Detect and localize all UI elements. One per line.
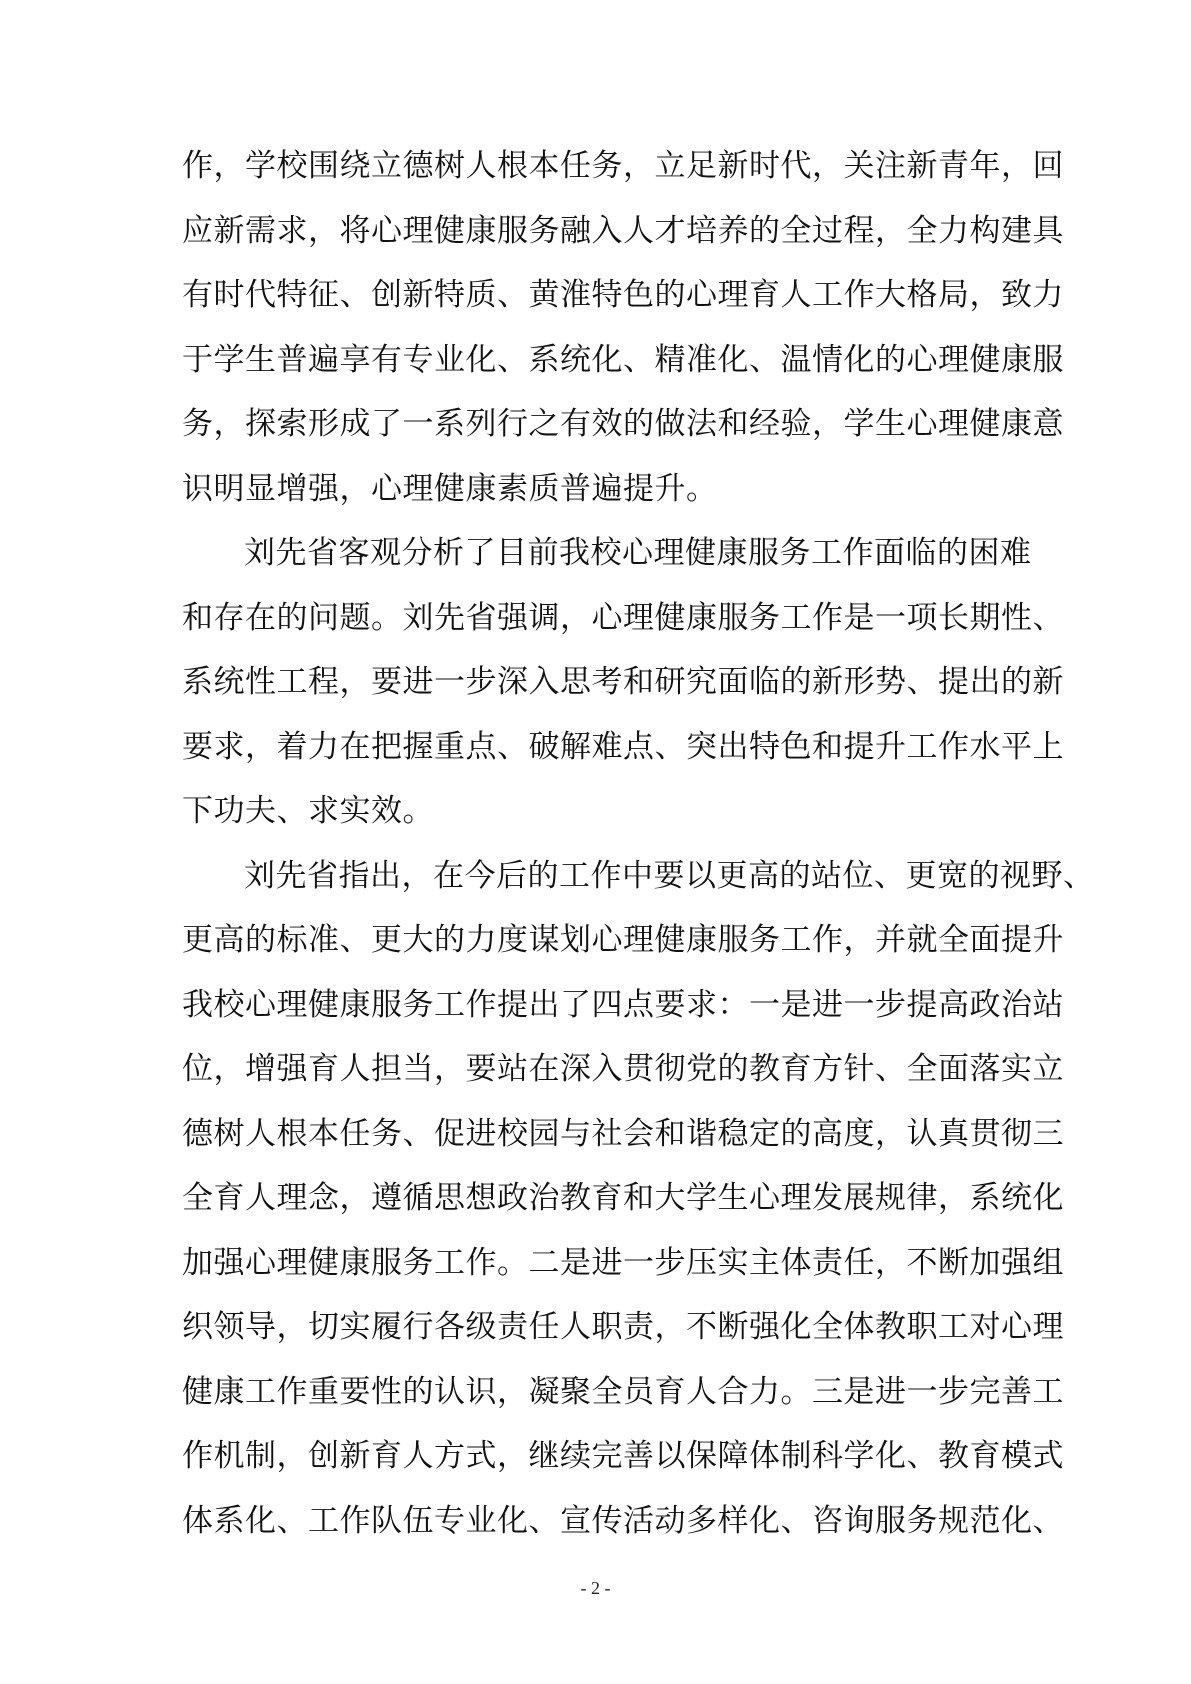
text-line: 于学生普遍享有专业化、系统化、精准化、温情化的心理健康服 <box>182 341 1064 378</box>
text-line: 务，探索形成了一系列行之有效的做法和经验，学生心理健康意 <box>182 406 1064 442</box>
text-line: 织领导，切实履行各级责任人职责，不断强化全体教职工对心理 <box>182 1309 1064 1345</box>
text-line: 作机制，创新育人方式，继续完善以保障体制科学化、教育模式 <box>182 1438 1064 1474</box>
text-line: 识明显增强，心理健康素质普遍提升。 <box>182 470 718 507</box>
text-line: 全育人理念，遵循思想政治教育和大学生心理发展规律，系统化 <box>182 1180 1064 1216</box>
text-line: 系统性工程，要进一步深入思考和研究面临的新形势、提出的新 <box>182 664 1064 700</box>
text-line: 德树人根本任务、促进校园与社会和谐稳定的高度，认真贯彻三 <box>182 1115 1064 1152</box>
text-line: 作，学校围绕立德树人根本任务，立足新时代，关注新青年，回 <box>182 148 1064 184</box>
text-line: 我校心理健康服务工作提出了四点要求：一是进一步提高政治站 <box>182 986 1064 1023</box>
text-line: 下功夫、求实效。 <box>182 793 434 829</box>
text-line: 更高的标准、更大的力度谋划心理健康服务工作，并就全面提升 <box>182 922 1064 958</box>
page-number: - 2 - <box>580 1578 611 1598</box>
text-line: 有时代特征、创新特质、黄淮特色的心理育人工作大格局，致力 <box>182 277 1064 313</box>
text-line: 健康工作重要性的认识，凝聚全员育人合力。三是进一步完善工 <box>182 1373 1064 1410</box>
text-line: 和存在的问题。刘先省强调，心理健康服务工作是一项长期性、 <box>182 599 1064 636</box>
document-body <box>182 148 1095 1567</box>
text-line: 体系化、工作队伍专业化、宣传活动多样化、咨询服务规范化、 <box>182 1502 1064 1539</box>
paragraph-start-line: 刘先省指出，在今后的工作中要以更高的站位、更宽的视野、 <box>244 857 1095 894</box>
text-line: 应新需求，将心理健康服务融入人才培养的全过程，全力构建具 <box>182 212 1064 249</box>
text-line: 加强心理健康服务工作。二是进一步压实主体责任，不断加强组 <box>182 1244 1064 1281</box>
paragraph-start-line: 刘先省客观分析了目前我校心理健康服务工作面临的困难 <box>244 535 1032 571</box>
text-line: 要求，着力在把握重点、破解难点、突出特色和提升工作水平上 <box>182 728 1064 765</box>
text-line: 位，增强育人担当，要站在深入贯彻党的教育方针、全面落实立 <box>182 1051 1064 1087</box>
